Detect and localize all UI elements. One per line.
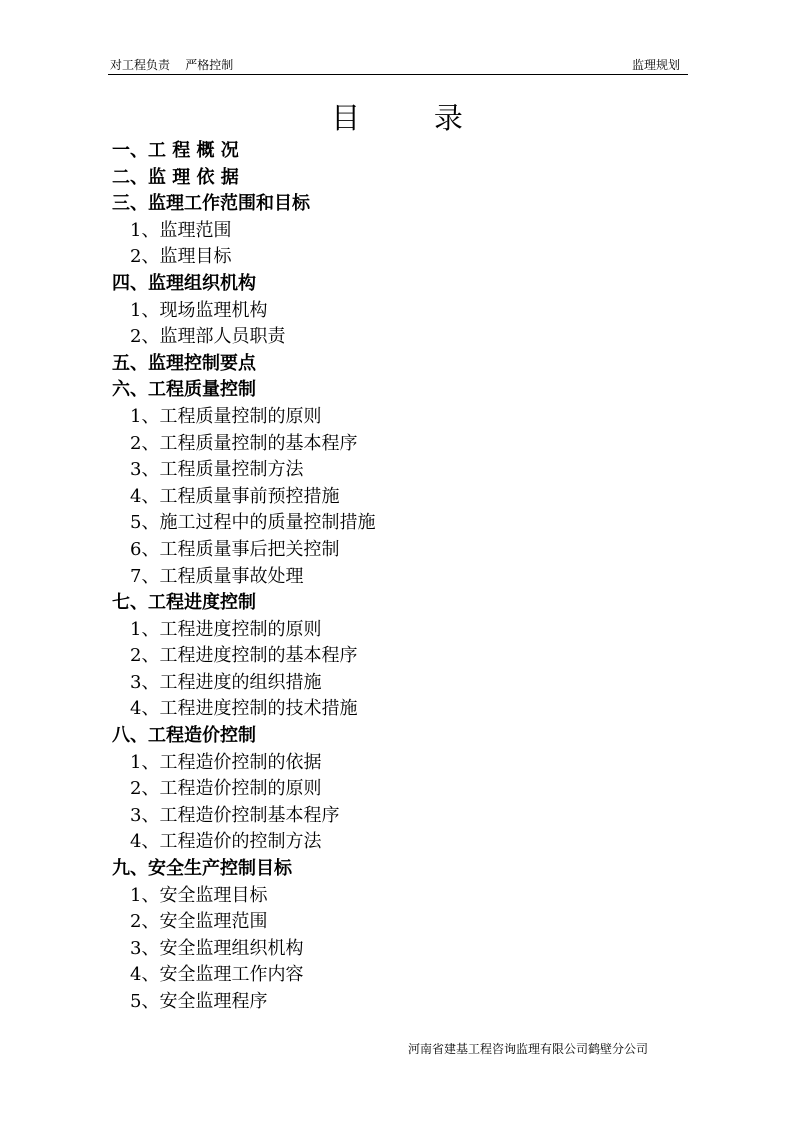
toc-subsection-item: 2、监理部人员职责 [130, 326, 286, 348]
toc-subsection-item: 3、工程进度的组织措施 [130, 671, 322, 693]
toc-subsection-item: 2、监理目标 [130, 246, 232, 268]
toc-subsection-item: 4、工程进度控制的技术措施 [130, 698, 358, 720]
toc-subsection-item: 7、工程质量事故处理 [130, 565, 304, 587]
toc-subsection-item: 3、工程造价控制基本程序 [130, 804, 340, 826]
toc-title: 目 录 [331, 101, 463, 135]
toc-subsection-item: 2、工程进度控制的基本程序 [130, 645, 358, 667]
toc-subsection-item: 6、工程质量事后把关控制 [130, 538, 340, 560]
toc-subsection-item: 4、工程质量事前预控措施 [130, 485, 340, 507]
header-doc-type: 监理规划 [631, 58, 680, 72]
toc-subsection-item: 1、安全监理目标 [130, 884, 268, 906]
page-header [108, 54, 688, 75]
table-of-contents [112, 138, 672, 1016]
toc-section-heading: 四、监理组织机构 [112, 272, 256, 294]
toc-subsection-item: 2、安全监理范围 [130, 911, 268, 933]
toc-section-heading: 九、安全生产控制目标 [112, 858, 292, 880]
toc-section-heading: 八、工程造价控制 [112, 725, 256, 747]
toc-subsection-item: 1、监理范围 [130, 219, 232, 241]
toc-subsection-item: 5、施工过程中的质量控制措施 [130, 512, 376, 534]
toc-subsection-item: 2、工程造价控制的原则 [130, 778, 322, 800]
toc-subsection-item: 4、工程造价的控制方法 [130, 831, 322, 853]
page-footer-company: 河南省建基工程咨询监理有限公司鹤壁分公司 [407, 1042, 648, 1056]
toc-subsection-item: 1、工程进度控制的原则 [130, 618, 322, 640]
toc-section-heading: 七、工程进度控制 [112, 592, 256, 614]
toc-section-heading: 一、工 程 概 况 [112, 140, 239, 161]
toc-section-heading: 三、监理工作范围和目标 [112, 193, 310, 215]
toc-subsection-item: 3、安全监理组织机构 [130, 937, 304, 959]
toc-subsection-item: 5、安全监理程序 [130, 991, 268, 1012]
toc-subsection-item: 1、工程质量控制的原则 [130, 405, 322, 427]
toc-subsection-item: 1、工程造价控制的依据 [130, 751, 322, 773]
toc-section-heading: 六、工程质量控制 [112, 379, 256, 401]
toc-subsection-item: 2、工程质量控制的基本程序 [130, 432, 358, 454]
toc-subsection-item: 3、工程质量控制方法 [130, 459, 304, 481]
toc-section-heading: 二、监 理 依 据 [112, 166, 239, 188]
toc-subsection-item: 1、现场监理机构 [130, 299, 268, 321]
header-motto: 对工程负责 严格控制 [110, 58, 234, 72]
toc-section-heading: 五、监理控制要点 [112, 352, 256, 374]
toc-subsection-item: 4、安全监理工作内容 [130, 964, 304, 986]
